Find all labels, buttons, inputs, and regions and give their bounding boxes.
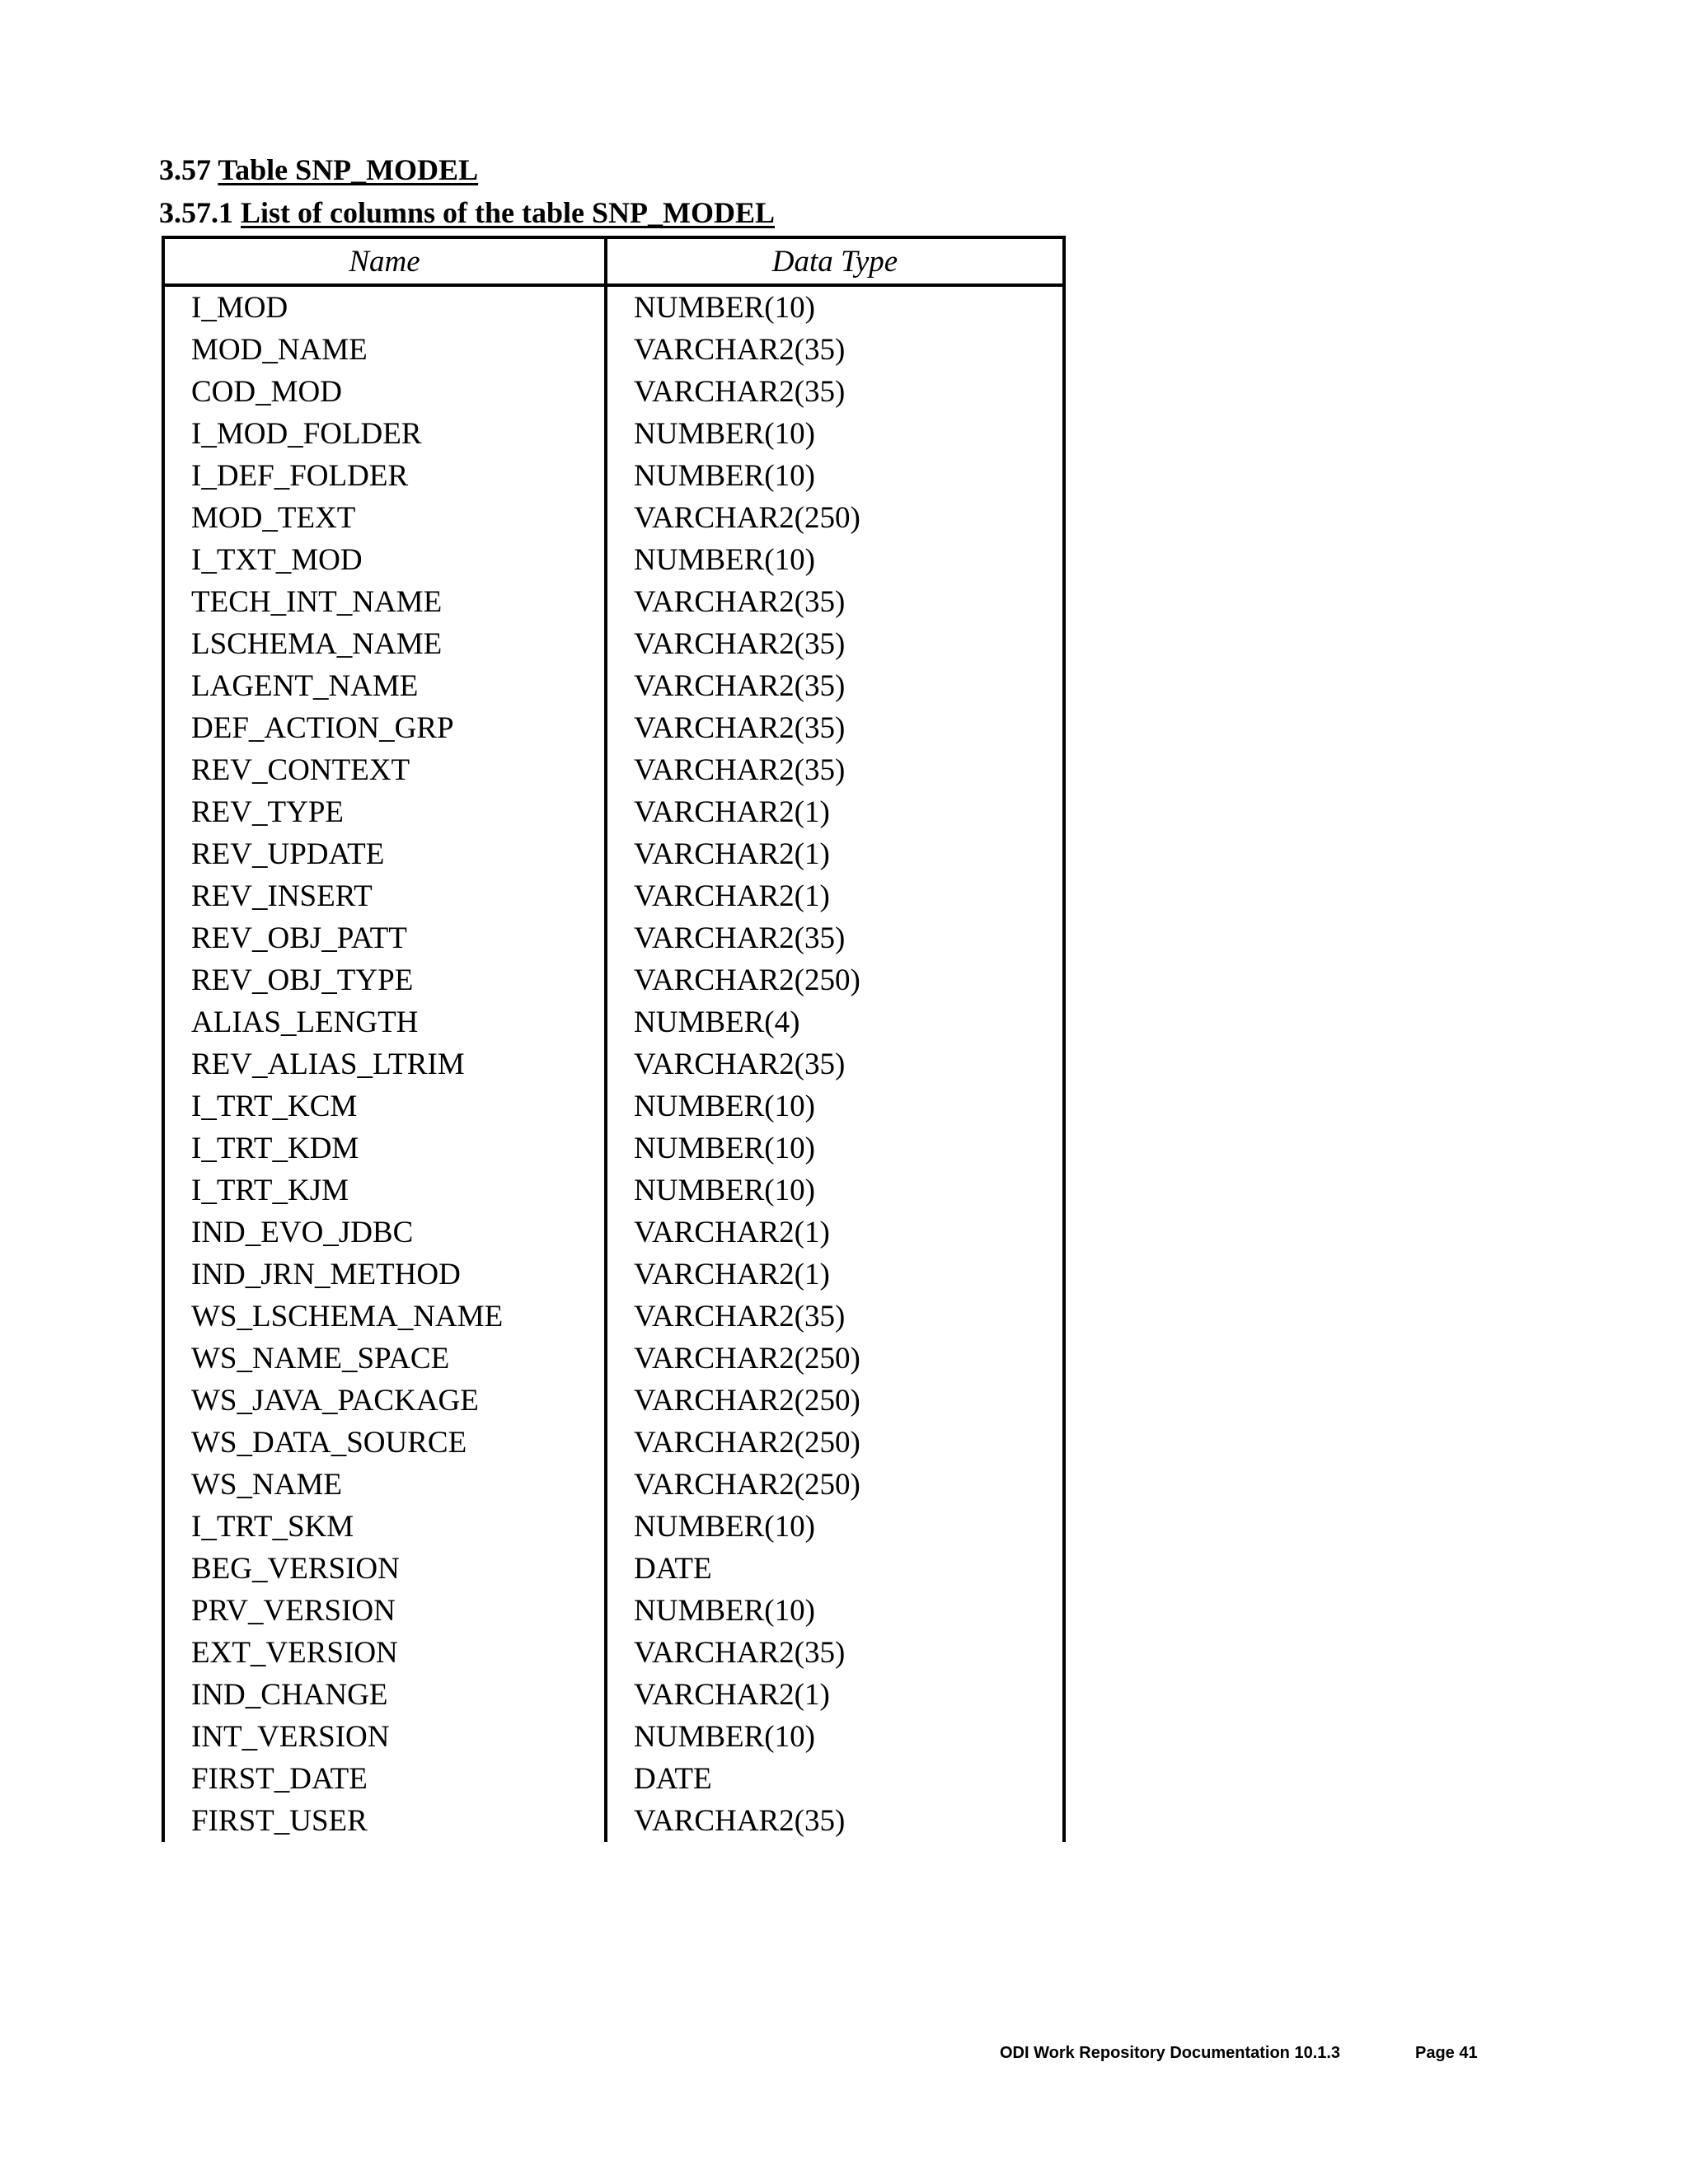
column-name-cell: I_TRT_KJM xyxy=(163,1169,606,1212)
column-name-cell: BEG_VERSION xyxy=(163,1548,606,1590)
table-row xyxy=(163,1632,1064,1674)
table-row xyxy=(163,1548,1064,1590)
data-type-cell: VARCHAR2(35) xyxy=(606,1800,1064,1842)
table-row xyxy=(163,1296,1064,1338)
column-name-cell: PRV_VERSION xyxy=(163,1590,606,1632)
data-type-cell: VARCHAR2(250) xyxy=(606,1380,1064,1422)
table-row xyxy=(163,917,1064,959)
table-header xyxy=(163,237,1064,285)
table-row xyxy=(163,413,1064,455)
column-name-cell: REV_TYPE xyxy=(163,791,606,833)
footer-page-number: Page 41 xyxy=(1415,2044,1478,2062)
data-type-cell: NUMBER(10) xyxy=(606,1085,1064,1127)
data-type-cell: VARCHAR2(1) xyxy=(606,791,1064,833)
table-row xyxy=(163,1590,1064,1632)
column-name-cell: MOD_TEXT xyxy=(163,497,606,539)
data-type-cell: VARCHAR2(250) xyxy=(606,1464,1064,1506)
table-row xyxy=(163,329,1064,371)
section-number: 3.57 xyxy=(159,153,211,186)
column-name-cell: I_MOD xyxy=(163,285,606,329)
data-type-cell: NUMBER(10) xyxy=(606,1506,1064,1548)
data-type-cell: DATE xyxy=(606,1758,1064,1800)
column-name-cell: REV_INSERT xyxy=(163,875,606,917)
column-name-cell: ALIAS_LENGTH xyxy=(163,1001,606,1043)
column-name-cell: TECH_INT_NAME xyxy=(163,581,606,623)
data-type-cell: VARCHAR2(35) xyxy=(606,1632,1064,1674)
table-row xyxy=(163,455,1064,497)
data-type-cell: NUMBER(10) xyxy=(606,455,1064,497)
table-row xyxy=(163,497,1064,539)
data-type-cell: NUMBER(10) xyxy=(606,1169,1064,1212)
table-row xyxy=(163,959,1064,1001)
table-row xyxy=(163,707,1064,749)
data-type-cell: VARCHAR2(250) xyxy=(606,497,1064,539)
data-type-cell: VARCHAR2(35) xyxy=(606,1296,1064,1338)
header-data-type: Data Type xyxy=(606,237,1064,285)
data-type-cell: VARCHAR2(35) xyxy=(606,623,1064,665)
column-name-cell: FIRST_DATE xyxy=(163,1758,606,1800)
subsection-title: List of columns of the table SNP_MODEL xyxy=(241,196,775,229)
columns-table xyxy=(162,236,1066,1842)
table-row xyxy=(163,665,1064,707)
column-name-cell: LAGENT_NAME xyxy=(163,665,606,707)
table-row xyxy=(163,1716,1064,1758)
table-row xyxy=(163,1212,1064,1254)
data-type-cell: VARCHAR2(1) xyxy=(606,1212,1064,1254)
table-row xyxy=(163,1422,1064,1464)
column-name-cell: FIRST_USER xyxy=(163,1800,606,1842)
column-name-cell: IND_JRN_METHOD xyxy=(163,1254,606,1296)
table-row xyxy=(163,875,1064,917)
data-type-cell: VARCHAR2(35) xyxy=(606,581,1064,623)
table-row xyxy=(163,833,1064,875)
table-row xyxy=(163,1338,1064,1380)
table-row xyxy=(163,1254,1064,1296)
table-row xyxy=(163,1506,1064,1548)
column-name-cell: REV_OBJ_PATT xyxy=(163,917,606,959)
table-row xyxy=(163,1380,1064,1422)
column-name-cell: I_MOD_FOLDER xyxy=(163,413,606,455)
table-row xyxy=(163,1464,1064,1506)
data-type-cell: NUMBER(10) xyxy=(606,413,1064,455)
table-row xyxy=(163,1758,1064,1800)
column-name-cell: MOD_NAME xyxy=(163,329,606,371)
data-type-cell: DATE xyxy=(606,1548,1064,1590)
data-type-cell: VARCHAR2(250) xyxy=(606,959,1064,1001)
column-name-cell: DEF_ACTION_GRP xyxy=(163,707,606,749)
table-row xyxy=(163,623,1064,665)
data-type-cell: NUMBER(10) xyxy=(606,1590,1064,1632)
table-row xyxy=(163,539,1064,581)
data-type-cell: VARCHAR2(250) xyxy=(606,1422,1064,1464)
footer-document-title: ODI Work Repository Documentation 10.1.3 xyxy=(1000,2044,1341,2062)
column-name-cell: WS_LSCHEMA_NAME xyxy=(163,1296,606,1338)
table-row xyxy=(163,1127,1064,1169)
column-name-cell: WS_NAME_SPACE xyxy=(163,1338,606,1380)
column-name-cell: INT_VERSION xyxy=(163,1716,606,1758)
column-name-cell: LSCHEMA_NAME xyxy=(163,623,606,665)
column-name-cell: I_TRT_KDM xyxy=(163,1127,606,1169)
table-row xyxy=(163,285,1064,329)
column-name-cell: I_TRT_SKM xyxy=(163,1506,606,1548)
column-name-cell: I_TXT_MOD xyxy=(163,539,606,581)
section-title: Table SNP_MODEL xyxy=(218,153,479,186)
data-type-cell: VARCHAR2(35) xyxy=(606,1043,1064,1085)
data-type-cell: VARCHAR2(250) xyxy=(606,1338,1064,1380)
data-type-cell: VARCHAR2(1) xyxy=(606,875,1064,917)
column-name-cell: WS_NAME xyxy=(163,1464,606,1506)
table-body xyxy=(163,285,1064,1842)
header-name: Name xyxy=(163,237,606,285)
table-row xyxy=(163,1169,1064,1212)
subsection-number: 3.57.1 xyxy=(159,196,233,229)
data-type-cell: NUMBER(10) xyxy=(606,539,1064,581)
data-type-cell: VARCHAR2(35) xyxy=(606,329,1064,371)
column-name-cell: COD_MOD xyxy=(163,371,606,413)
column-name-cell: EXT_VERSION xyxy=(163,1632,606,1674)
column-name-cell: REV_CONTEXT xyxy=(163,749,606,791)
table-row xyxy=(163,1085,1064,1127)
table-row xyxy=(163,1674,1064,1716)
data-type-cell: VARCHAR2(35) xyxy=(606,707,1064,749)
table-row xyxy=(163,791,1064,833)
data-type-cell: VARCHAR2(35) xyxy=(606,665,1064,707)
data-type-cell: VARCHAR2(1) xyxy=(606,833,1064,875)
column-name-cell: I_TRT_KCM xyxy=(163,1085,606,1127)
section-heading xyxy=(159,152,478,188)
table-row xyxy=(163,1800,1064,1842)
subsection-heading xyxy=(159,194,775,231)
data-type-cell: VARCHAR2(1) xyxy=(606,1674,1064,1716)
column-name-cell: I_DEF_FOLDER xyxy=(163,455,606,497)
data-type-cell: NUMBER(10) xyxy=(606,1716,1064,1758)
column-name-cell: REV_UPDATE xyxy=(163,833,606,875)
data-type-cell: VARCHAR2(35) xyxy=(606,371,1064,413)
column-name-cell: REV_OBJ_TYPE xyxy=(163,959,606,1001)
table-row xyxy=(163,581,1064,623)
column-name-cell: WS_JAVA_PACKAGE xyxy=(163,1380,606,1422)
column-name-cell: IND_CHANGE xyxy=(163,1674,606,1716)
column-name-cell: IND_EVO_JDBC xyxy=(163,1212,606,1254)
table-row xyxy=(163,749,1064,791)
data-type-cell: VARCHAR2(1) xyxy=(606,1254,1064,1296)
column-name-cell: REV_ALIAS_LTRIM xyxy=(163,1043,606,1085)
data-type-cell: NUMBER(10) xyxy=(606,1127,1064,1169)
table-row xyxy=(163,1001,1064,1043)
table-row xyxy=(163,1043,1064,1085)
table-row xyxy=(163,371,1064,413)
column-name-cell: WS_DATA_SOURCE xyxy=(163,1422,606,1464)
data-type-cell: VARCHAR2(35) xyxy=(606,917,1064,959)
data-type-cell: NUMBER(4) xyxy=(606,1001,1064,1043)
table-header-row xyxy=(163,237,1064,285)
data-type-cell: VARCHAR2(35) xyxy=(606,749,1064,791)
data-type-cell: NUMBER(10) xyxy=(606,285,1064,329)
